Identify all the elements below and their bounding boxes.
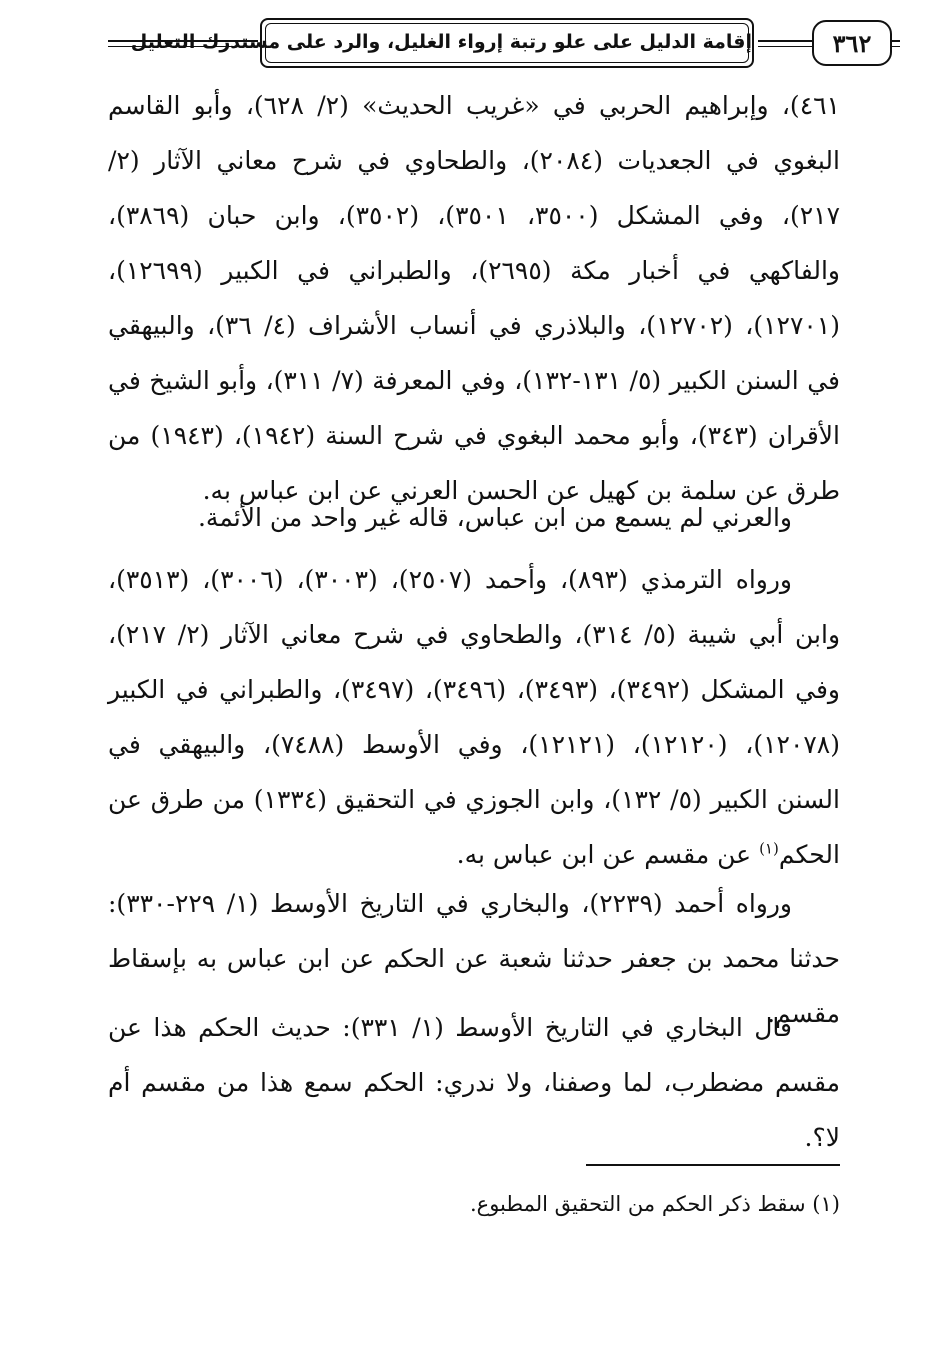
paragraph-3-continuation: عن مقسم عن ابن عباس به. — [456, 840, 752, 869]
paragraph-5: قال البخاري في التاريخ الأوسط (١/ ٣٣١): حديث الحكم هذا عن مقسم مضطرب، لما وصفنا، ولا ندري: الحكم سمع هذا من مقسم أم لا؟. — [108, 1013, 840, 1152]
paragraph-3-text: ورواه الترمذي (٨٩٣)، وأحمد (٢٥٠٧)، (٣٠٠٣)، (٣٠٠٦)، (٣٥١٣)، وابن أبي شيبة (٥/ ٣١٤)، والطحاوي في شرح معاني الآثار (٢/ ٢١٧)، وفي المشكل (٣٤٩٢)، (٣٤٩٣)، (٣٤٩٦)، (٣٤٩٧)، والطبراني في الكبير (١٢٠٧٨)، (١٢١٢٠)، (١٢١٢١)، وفي الأوسط (٧٤٨٨)، والبيهقي في السنن الكبير (٥/ ١٣٢)، وابن الجوزي في التحقيق (١٣٣٤) من طرق عن الحكم — [108, 565, 841, 869]
running-title: إقامة الدليل على علو رتبة إرواء الغليل، والرد على مستدرك التعليل — [130, 31, 752, 53]
footnote-reference-1: (١) — [759, 839, 779, 858]
paragraph-4: ورواه أحمد (٢٢٣٩)، والبخاري في التاريخ الأوسط (١/ ٢٢٩-٣٣٠): حدثنا محمد بن جعفر حدثنا شعبة عن الحكم عن ابن عباس به بإسقاط مقسم. — [108, 889, 840, 1028]
paragraph-2: والعرني لم يسمع من ابن عباس، قاله غير واحد من الأئمة. — [197, 503, 792, 532]
footnote-separator — [586, 1164, 840, 1166]
page-number: ٣٦٢ — [832, 29, 872, 58]
running-title-frame — [130, 18, 754, 68]
paragraph-1: ٤٦١)، وإبراهيم الحربي في «غريب الحديث» (٢/ ٦٢٨)، وأبو القاسم البغوي في الجعديات (٢٠٨٤)، والطحاوي في شرح معاني الآثار (٢/ ٢١٧)، وفي المشكل (٣٥٠٠، ٣٥٠١)، (٣٥٠٢)، وابن حبان (٣٨٦٩)، والفاكهي في أخبار مكة (٢٦٩٥)، والطبراني في الكبير (١٢٦٩٩)، (١٢٧٠١)، (١٢٧٠٢)، والبلاذري في أنساب الأشراف (٤/ ٣٦)، والبيهقي في السنن الكبير (٥/ ١٣١-١٣٢)، وفي المعرفة (٧/ ٣١١)، وأبو الشيخ في الأقران (٣٤٣)، وأبو محمد البغوي في شرح السنة (١٩٤٢)، (١٩٤٣) من طرق عن سلمة بن كهيل عن الحسن العرني عن ابن عباس به. — [108, 91, 841, 505]
header-rule-middle — [758, 40, 812, 47]
paragraph-3 — [108, 552, 840, 882]
footnote-1: (١) سقط ذكر الحكم من التحقيق المطبوع. — [469, 1192, 840, 1216]
page-number-frame — [812, 20, 892, 66]
running-header — [108, 18, 932, 72]
header-rule-right — [892, 40, 900, 47]
